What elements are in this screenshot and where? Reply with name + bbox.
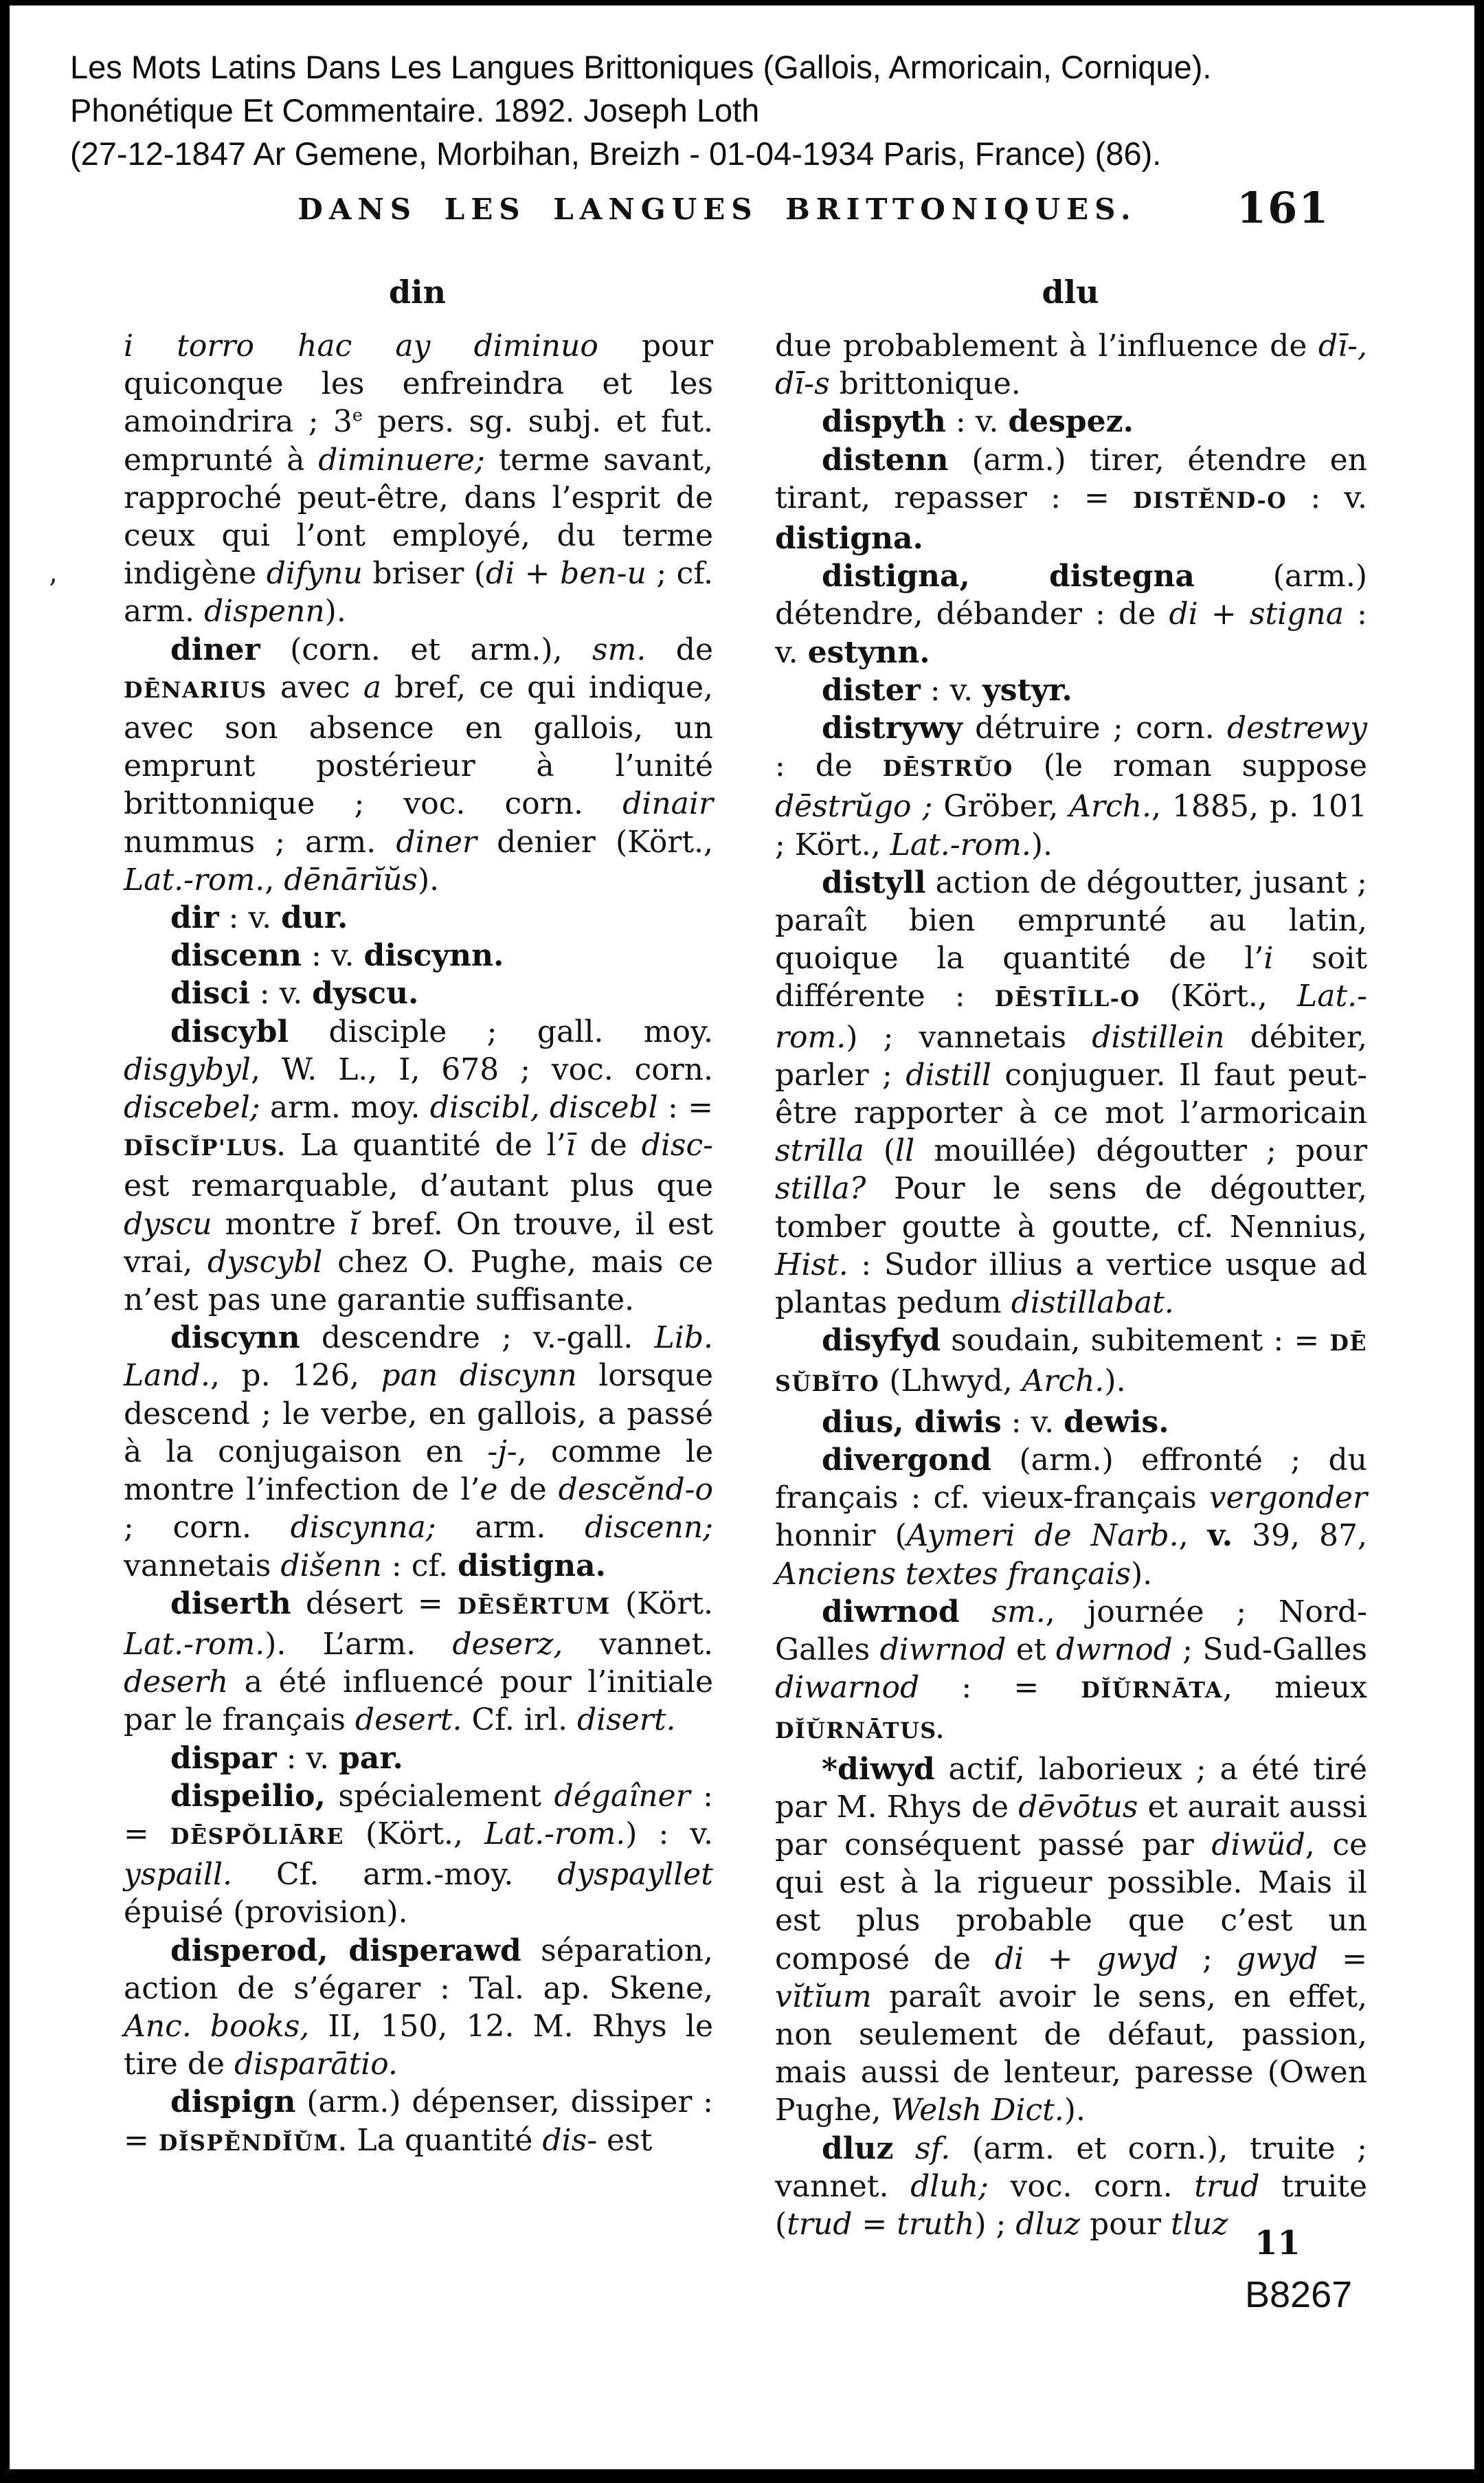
dictionary-entry: dispeilio, spécialement dégaîner : = DĒSPŎLIĀRE (Kört., Lat.-rom.) : v. yspaill. Cf. arm.-moy. dyspayllet épuisé (provision). (124, 1778, 713, 1930)
dictionary-entry: dispar : v. par. (170, 1740, 403, 1776)
bibliographic-annotation (70, 45, 1211, 175)
shelf-mark: B8267 (1245, 2274, 1353, 2315)
annotation-line-2: Phonétique Et Commentaire. 1892. Joseph Loth (70, 92, 760, 129)
dictionary-entry: discenn : v. discynn. (170, 938, 504, 974)
signature-number: 11 (1255, 2224, 1301, 2262)
dictionary-entry: disyfyd soudain, subitement : = DĒ SŬBĬTO (Lhwyd, Arch.). (775, 1323, 1367, 1399)
dictionary-entry: *diwyd actif, laborieux ; a été tiré par M. Rhys de dēvōtus et aurait aussi par conséquent passé par diwüd, ce qui est à la rigueur possible. Mais il est plus probable que c’est un composé de di + gwyd ; gwyd = vĭtĭum paraît avoir le sens, en effet, non seulement de défaut, passion, mais aussi de lenteur, paresse (Owen Pughe, Welsh Dict.). (775, 1751, 1368, 2128)
page-number: 161 (1237, 183, 1330, 233)
dictionary-entry: dister : v. ystyr. (822, 672, 1072, 708)
dictionary-entry: dispign (arm.) dépenser, dissiper : = DĬSPĔNDĬŬM. La quantité dis- est (124, 2084, 713, 2158)
guide-word-left: din (388, 274, 447, 311)
annotation-line-1: Les Mots Latins Dans Les Langues Brittoniques (Gallois, Armoricain, Cornique). (70, 49, 1212, 85)
running-head: DANS LES LANGUES BRITTONIQUES. (297, 192, 1137, 226)
dictionary-entry: dir : v. dur. (170, 900, 348, 936)
dictionary-entry: diner (corn. et arm.), sm. de DĒNARIUS avec a bref, ce qui indique, avec son absence en gallois, un emprunt postérieur à l’unité brittonnique ; voc. corn. dinair nummus ; arm. diner denier (Kört., Lat.-rom., dēnārĭŭs). (124, 632, 713, 898)
dictionary-entry: disci : v. dyscu. (170, 976, 419, 1012)
dictionary-entry: disperod, disperawd séparation, action de s’égarer : Tal. ap. Skene, Anc. books, II, 150, 12. M. Rhys le tire de disparātio. (124, 1933, 713, 2082)
dictionary-entry: discybl disciple ; gall. moy. disgybyl, W. L., I, 678 ; voc. corn. discebel; arm. moy. discibl, discebl : = DĪSCĬP'LUS. La quantité de l’ī de disc- est remarquable, d’autant plus que dyscu montre ĭ bref. On trouve, il est vrai, dyscybl chez O. Pughe, mais ce n’est pas une garantie suffisante. (124, 1014, 714, 1318)
dictionary-entry: diserth désert = DĒSĔRTUM (Kört. Lat.-rom.). L’arm. deserz, vannet. deserh a été influencé pour l’initiale par le français desert. Cf. irl. disert. (124, 1585, 713, 1738)
dictionary-entry: dispyth : v. despez. (822, 404, 1134, 440)
dictionary-entry: discynn descendre ; v.-gall. Lib. Land., p. 126, pan discynn lorsque descend ; le verbe, en gallois, a passé à la conjugaison en -j-, comme le montre l’infection de l’e de descĕnd-o ; corn. discynna; arm. discenn; vannetais dišenn : cf. distigna. (124, 1320, 713, 1583)
left-column (124, 327, 713, 2162)
annotation-line-3: (27-12-1847 Ar Gemene, Morbihan, Breizh - 01-04-1934 Paris, France) (86). (70, 135, 1162, 172)
paper-background (10, 5, 1474, 2469)
dictionary-entry: distrywy détruire ; corn. destrewy : de DĒSTRŬO (le roman suppose dēstrŭgo ; Gröber, Arch., 1885, p. 101 ; Kört., Lat.-rom.). (775, 711, 1367, 862)
dictionary-entry: diwrnod sm., journée ; Nord-Galles diwrnod et dwrnod ; Sud-Galles diwarnod : = DĬŬRNĀTA, mieux DĬŬRNĀTUS. (775, 1594, 1367, 1744)
stray-margin-mark: ’ (48, 573, 58, 607)
dictionary-entry: i torro hac ay diminuo pour quiconque les enfreindra et les amoindrira ; 3e pers. sg. subj. et fut. emprunté à diminuere; terme savant, rapproché peut-être, dans l’esprit de ceux qui l’ont employé, du terme indigène difynu briser (di + ben-u ; cf. arm. dispenn). (124, 329, 714, 630)
dictionary-entry: divergond (arm.) effronté ; du français : cf. vieux-français vergonder honnir (Aymeri de Narb., v. 39, 87, Anciens textes français). (775, 1442, 1367, 1592)
right-column (775, 327, 1367, 2243)
dictionary-entry: dius, diwis : v. dewis. (822, 1404, 1169, 1440)
dictionary-entry: distigna, distegna (arm.) détendre, débander : de di + stigna : v. estynn. (775, 559, 1368, 670)
dictionary-entry: distenn (arm.) tirer, étendre en tirant, repasser : = DISTĔND-O : v. distigna. (775, 442, 1368, 557)
dictionary-entry: due probablement à l’influence de dī-, dī-s brittonique. (775, 329, 1367, 402)
guide-word-right: dlu (1042, 274, 1099, 311)
dictionary-entry: distyll action de dégoutter, jusant ; paraît bien emprunté au latin, quoique la quantité de l’i soit différente : DĒSTĪLL-O (Kört., Lat.-rom.) ; vannetais distillein débiter, parler ; distill conjuguer. Il faut peut-être rapporter à ce mot l’armoricain strilla (ll mouillée) dégoutter ; pour stilla? Pour le sens de dégoutter, tomber goutte à goutte, cf. Nennius, Hist. : Sudor illius a vertice usque ad plantas pedum distillabat. (775, 865, 1367, 1321)
dictionary-entry: dluz sf. (arm. et corn.), truite ; vannet. dluh; voc. corn. trud truite (trud = truth) ; dluz pour tluz (775, 2130, 1367, 2242)
